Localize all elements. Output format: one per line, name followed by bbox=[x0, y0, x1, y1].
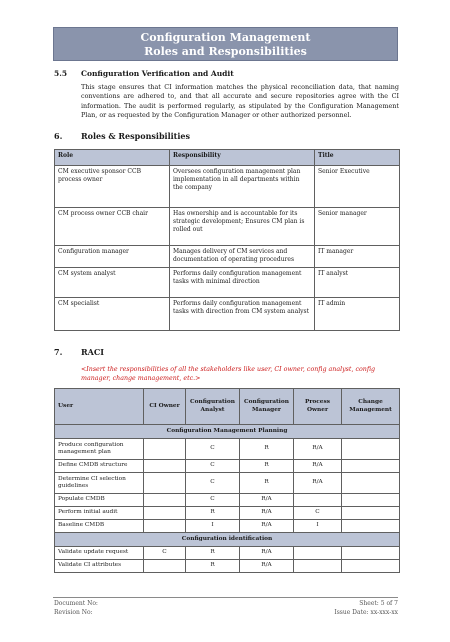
table-row bbox=[55, 520, 400, 533]
section-6-title: Roles & Responsibilities bbox=[81, 131, 190, 141]
table-row bbox=[55, 494, 400, 507]
title-cell: Senior Executive bbox=[315, 166, 400, 208]
activity-cell: Baseline CMDB bbox=[55, 520, 144, 533]
section-7-number: 7. bbox=[54, 347, 63, 357]
change-cell bbox=[342, 547, 400, 560]
analyst-cell: R bbox=[186, 507, 240, 520]
raci-header-row bbox=[55, 389, 400, 425]
process-owner-cell bbox=[294, 547, 342, 560]
title-cell: IT manager bbox=[315, 246, 400, 268]
responsibility-cell: Oversees configuration management plan implementation in all departments within the company bbox=[170, 166, 315, 208]
process-owner-cell: I bbox=[294, 520, 342, 533]
section-6-number: 6. bbox=[54, 131, 63, 141]
footer-divider bbox=[53, 597, 398, 598]
section-7-title: RACI bbox=[81, 347, 104, 357]
analyst-cell: C bbox=[186, 460, 240, 473]
role-cell: CM specialist bbox=[55, 298, 170, 331]
responsibility-cell: Performs daily configuration management tasks with minimal direction bbox=[170, 268, 315, 298]
raci-header-user: User bbox=[55, 389, 144, 425]
raci-group-row bbox=[55, 533, 400, 547]
ci-owner-cell bbox=[144, 494, 186, 507]
raci-group-identification: Configuration identification bbox=[55, 533, 400, 547]
process-owner-cell bbox=[294, 494, 342, 507]
role-cell: CM system analyst bbox=[55, 268, 170, 298]
process-owner-cell: C bbox=[294, 507, 342, 520]
change-cell bbox=[342, 507, 400, 520]
change-cell bbox=[342, 560, 400, 573]
change-cell bbox=[342, 439, 400, 460]
raci-instruction-note: <Insert the responsibilities of all the stakeholders like user, CI owner, config analyst, config manager, change management, etc.> bbox=[81, 366, 376, 383]
table-row bbox=[55, 298, 400, 331]
ci-owner-cell bbox=[144, 507, 186, 520]
table-row bbox=[55, 507, 400, 520]
responsibility-cell: Has ownership and is accountable for its strategic development; Ensures CM plan is rolled out bbox=[170, 208, 315, 246]
raci-table bbox=[54, 388, 400, 573]
raci-header-process-owner: Process Owner bbox=[294, 389, 342, 425]
activity-cell: Populate CMDB bbox=[55, 494, 144, 507]
manager-cell: R/A bbox=[240, 520, 294, 533]
banner-title: Configuration Management bbox=[140, 31, 311, 44]
table-row bbox=[55, 246, 400, 268]
section-5-5-number: 5.5 bbox=[54, 69, 68, 78]
manager-cell: R bbox=[240, 473, 294, 494]
manager-cell: R/A bbox=[240, 494, 294, 507]
activity-cell: Determine CI selection guidelines bbox=[55, 473, 144, 494]
banner-subtitle: Roles and Responsibilities bbox=[144, 45, 307, 58]
process-owner-cell: R/A bbox=[294, 460, 342, 473]
ci-owner-cell bbox=[144, 520, 186, 533]
footer-revision-no: Revision No: bbox=[54, 609, 93, 616]
roles-header-row bbox=[55, 150, 400, 166]
table-row bbox=[55, 439, 400, 460]
title-cell: IT admin bbox=[315, 298, 400, 331]
roles-header-title: Title bbox=[315, 150, 400, 166]
raci-header-config-analyst: Configuration Analyst bbox=[186, 389, 240, 425]
role-cell: CM executive sponsor CCB process owner bbox=[55, 166, 170, 208]
title-cell: Senior manager bbox=[315, 208, 400, 246]
table-row bbox=[55, 460, 400, 473]
analyst-cell: C bbox=[186, 494, 240, 507]
page-banner bbox=[53, 27, 398, 61]
section-5-5-title: Configuration Verification and Audit bbox=[81, 69, 234, 78]
role-cell: Configuration manager bbox=[55, 246, 170, 268]
activity-cell: Define CMDB structure bbox=[55, 460, 144, 473]
roles-table bbox=[54, 149, 400, 331]
manager-cell: R/A bbox=[240, 507, 294, 520]
table-row bbox=[55, 547, 400, 560]
manager-cell: R bbox=[240, 460, 294, 473]
table-row bbox=[55, 473, 400, 494]
manager-cell: R bbox=[240, 439, 294, 460]
role-cell: CM process owner CCB chair bbox=[55, 208, 170, 246]
manager-cell: R/A bbox=[240, 560, 294, 573]
footer-sheet: Sheet: 5 of 7 bbox=[359, 600, 398, 607]
activity-cell: Produce configuration management plan bbox=[55, 439, 144, 460]
responsibility-cell: Performs daily configuration management tasks with direction from CM system analyst bbox=[170, 298, 315, 331]
manager-cell: R/A bbox=[240, 547, 294, 560]
process-owner-cell bbox=[294, 560, 342, 573]
ci-owner-cell bbox=[144, 460, 186, 473]
raci-header-change-management: Change Management bbox=[342, 389, 400, 425]
raci-group-planning: Configuration Management Planning bbox=[55, 425, 400, 439]
ci-owner-cell bbox=[144, 439, 186, 460]
roles-header-role: Role bbox=[55, 150, 170, 166]
footer-document-no: Document No: bbox=[54, 600, 98, 607]
title-cell: IT analyst bbox=[315, 268, 400, 298]
table-row bbox=[55, 268, 400, 298]
raci-header-config-manager: Configuration Manager bbox=[240, 389, 294, 425]
ci-owner-cell: C bbox=[144, 547, 186, 560]
activity-cell: Validate update request bbox=[55, 547, 144, 560]
ci-owner-cell bbox=[144, 473, 186, 494]
raci-header-ci-owner: CI Owner bbox=[144, 389, 186, 425]
change-cell bbox=[342, 473, 400, 494]
table-row bbox=[55, 166, 400, 208]
footer-issue-date: Issue Date: xx-xxx-xx bbox=[334, 609, 398, 616]
ci-owner-cell bbox=[144, 560, 186, 573]
roles-header-responsibility: Responsibility bbox=[170, 150, 315, 166]
change-cell bbox=[342, 520, 400, 533]
analyst-cell: R bbox=[186, 547, 240, 560]
process-owner-cell: R/A bbox=[294, 473, 342, 494]
raci-group-row bbox=[55, 425, 400, 439]
section-5-5-body: This stage ensures that CI information matches the physical reconciliation data, that naming conventions are adhered to, and that all accurate and secure repositories agree with the CI information. The audit is performed regularly, as stipulated by the Configuration Management Plan, or as requested by the Configuration Manager or other authorized personnel. bbox=[81, 83, 399, 120]
analyst-cell: R bbox=[186, 560, 240, 573]
responsibility-cell: Manages delivery of CM services and documentation of operating procedures bbox=[170, 246, 315, 268]
table-row bbox=[55, 560, 400, 573]
change-cell bbox=[342, 460, 400, 473]
analyst-cell: C bbox=[186, 439, 240, 460]
change-cell bbox=[342, 494, 400, 507]
activity-cell: Validate CI attributes bbox=[55, 560, 144, 573]
process-owner-cell: R/A bbox=[294, 439, 342, 460]
analyst-cell: I bbox=[186, 520, 240, 533]
analyst-cell: C bbox=[186, 473, 240, 494]
table-row bbox=[55, 208, 400, 246]
activity-cell: Perform initial audit bbox=[55, 507, 144, 520]
